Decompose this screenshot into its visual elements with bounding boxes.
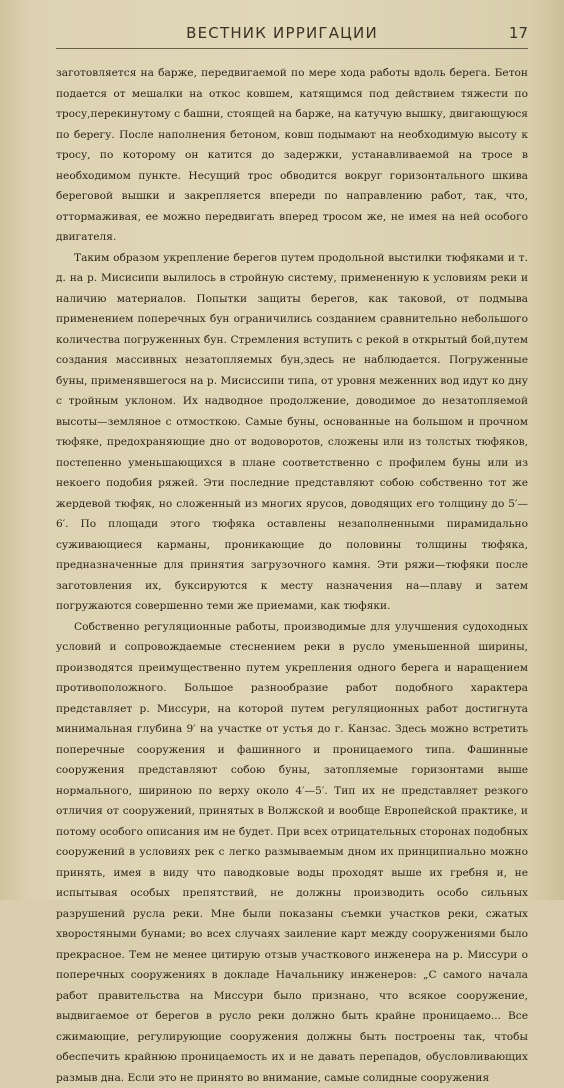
body-text <box>56 63 528 1088</box>
paragraph-1: заготовляется на барже, передвигаемой по мере хода работы вдоль берега. Бетон подается от мешалки на откос ковшем, катящимся под действием тяжести по тросу,перекинутому с башни, стоящей на барже, на катучую вышку, двигающуюся по берегу. После наполнения бетоном, ковш подымают на необходимую высоту к тросу, по которому он катится до задержки, устанавливаемой на тросе в необходимом пункте. Несущий трос обводится вокруг горизонтального шкива береговой вышки и закрепляется впереди по направлению работ, так, что, оттормаживая, ее можно передвигать вперед тросом же, не имея на ней особого двигателя. <box>56 63 528 248</box>
paragraph-3: Собственно регуляционные работы, производимые для улучшения судоходных условий и сопровождаемые стеснением реки в русло уменьшенной ширины, производятся преимущественно путем укрепления одного берега и наращением противоположного. Большое разнообразие работ подобного характера представляет р. Миссури, на которой путем регуляционных работ достигнута минимальная глубина 9′ на участке от устья до г. Канзас. Здесь можно встретить поперечные сооружения и фашинного и проницаемого типа. Фашинные сооружения представляют собою буны, затопляемые горизонтами выше нормального, шириною по верху около 4′—5′. Тип их не представляет резкого отличия от сооружений, принятых в Волжской и вообще Европейской практике, и потому особого описания им не будет. При всех отрицательных сторонах подобных сооружений в условиях рек с легко размываемым дном их принципиально можно принять, имея в виду что паводковые воды проходят выше их гребня и, не испытывая особых препятствий, не должны производить особо сильных разрушений русла реки. Мне были показаны съемки участков реки, сжатых хворостяными бунами; во всех случаях заиление карт между сооружениями было прекрасное. Тем не менее цитирую отзыв участкового инженера на р. Миссури о поперечных сооружениях в докладе Начальнику инженеров: „С самого начала работ правительства на Миссури было признано, что всякое сооружение, выдвигаемое от берегов в русло реки должно быть крайне проницаемо... Все сжимающие, регулирующие сооружения должны быть построены так, чтобы обеспечить крайнюю проницаемость их и не давать перепадов, обусловливающих размыв дна. Если это не принято во внимание, самые солидные сооружения <box>56 617 528 1088</box>
journal-title: ВЕСТНИК ИРРИГАЦИИ <box>0 24 564 42</box>
header-rule <box>56 48 528 49</box>
paragraph-2: Таким образом укрепление берегов путем продольной выстилки тюфяками и т. д. на р. Мисисипи вылилось в стройную систему, примененную к условиям реки и наличию материалов. Попытки защиты берегов, как таковой, от подмыва применением поперечных бун ограничились созданием сравнительно небольшого количества погруженных бун. Стремления вступить с рекой в открытый бой,путем создания массивных незатопляемых бун,здесь не наблюдается. Погруженные буны, применявшегося на р. Мисиссипи типа, от уровня меженних вод идут ко дну с тройным уклоном. Их надводное продолжение, доводимое до незатопляемой высоты—земляное с отмосткою. Самые буны, основанные на большом и прочном тюфяке, предохраняющие дно от водоворотов, сложены или из толстых тюфяков, постепенно уменьшающихся в плане соответственно с профилем буны или из некоего подобия ряжей. Эти последние представляют собою собственно тот же жердевой тюфяк, но сложенный из многих ярусов, доводящих его толщину до 5′—6′. По площади этого тюфяка оставлены незаполненными пирамидально суживающиеся карманы, проникающие до половины толщины тюфяка, предназначенные для принятия загрузочного камня. Эти ряжи—тюфяки после заготовления их, буксируются к месту назначения на—плаву и затем погружаются совершенно теми же приемами, как тюфяки. <box>56 248 528 617</box>
page-number: 17 <box>509 24 528 42</box>
page-header <box>0 22 564 48</box>
